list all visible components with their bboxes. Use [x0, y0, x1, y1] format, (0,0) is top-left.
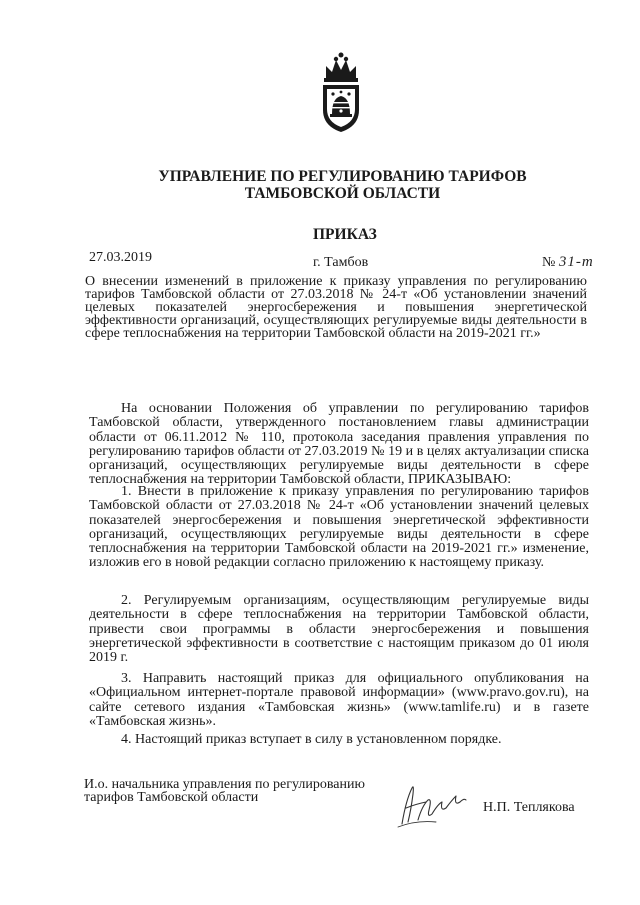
authority-line-1: УПРАВЛЕНИЕ ПО РЕГУЛИРОВАНИЮ ТАРИФОВ [158, 168, 527, 185]
signatory-name: Н.П. Теплякова [483, 800, 575, 815]
authority-name [130, 168, 555, 202]
signatory-title-line-2: тарифов Тамбовской области [84, 790, 259, 805]
number-prefix: № [542, 255, 556, 270]
document-date: 27.03.2019 [89, 250, 152, 265]
document-number [542, 254, 594, 271]
tambov-coat-of-arms-icon [318, 52, 364, 136]
clause-number: 4. [121, 732, 132, 747]
document-type: ПРИКАЗ [313, 226, 377, 243]
clause-text: Направить настоящий приказ для официального опубликования на «Официальном интернет-портале правовой информации» (www.pravo.gov.ru), на сайте сетевого издания «Тамбовская жизнь» (www.tamlife.ru) и в газете «Тамбовская жизнь». [89, 671, 590, 729]
clause-2 [89, 594, 589, 665]
clause-number: 3. [121, 671, 132, 686]
clause-text: Внести в приложение к приказу управления по регулированию тарифов Тамбовской области от 27.03.2018 № 24-т «Об установлении значений целевых показателей энергосбережения и повышения энергетической эффективности организаций, осуществляющих регулируемые виды деятельности в сфере теплоснабжения на территории Тамбовской области на 2019-2021 гг.» изменение, изложив его в новой редакции согласно приложению к настоящему приказу. [89, 484, 589, 571]
handwritten-signature-icon [396, 780, 468, 830]
clause-3 [89, 672, 589, 729]
document-subject: О внесении изменений в приложение к приказу управления по регулированию тарифов Тамбовской области от 27.03.2018 № 24-т «Об установлении значений целевых показателей энергосбережения и повышения энергетической эффективности организаций, осуществляющих регулируемые виды деятельности в сфере теплоснабжения на территории Тамбовской области на 2019-2021 гг.» [85, 274, 587, 341]
document-preamble: На основании Положения об управлении по регулированию тарифов Тамбовской области, утвержденного постановлением главы администрации области от 06.11.2012 № 110, протокола заседания правления управления по регулированию тарифов области от 27.03.2019 № 19 и в целях актуализации списка организаций, осуществляющих регулируемые виды деятельности в сфере теплоснабжения на территории Тамбовской области, ПРИКАЗЫВАЮ: [89, 401, 589, 488]
signatory-title-line-1: И.о. начальника управления по регулированию [84, 777, 365, 792]
signatory-title [84, 778, 404, 804]
clause-1 [89, 485, 589, 571]
clause-4 [89, 733, 589, 747]
clause-number: 1. [121, 484, 132, 499]
clause-text: Регулируемым организациям, осуществляющим регулируемые виды деятельности в сфере теплоснабжения на территории Тамбовской области, привести свои программы в области энергосбережения и повышения энергетической эффективности в соответствие с настоящим приказом до 01 июля 2019 г. [89, 593, 589, 666]
document-city: г. Тамбов [313, 255, 369, 270]
clause-text: Настоящий приказ вступает в силу в установленном порядке. [135, 732, 502, 747]
number-handwritten: 31-т [558, 254, 594, 270]
clause-number: 2. [121, 593, 132, 608]
authority-line-2: ТАМБОВСКОЙ ОБЛАСТИ [244, 185, 441, 202]
